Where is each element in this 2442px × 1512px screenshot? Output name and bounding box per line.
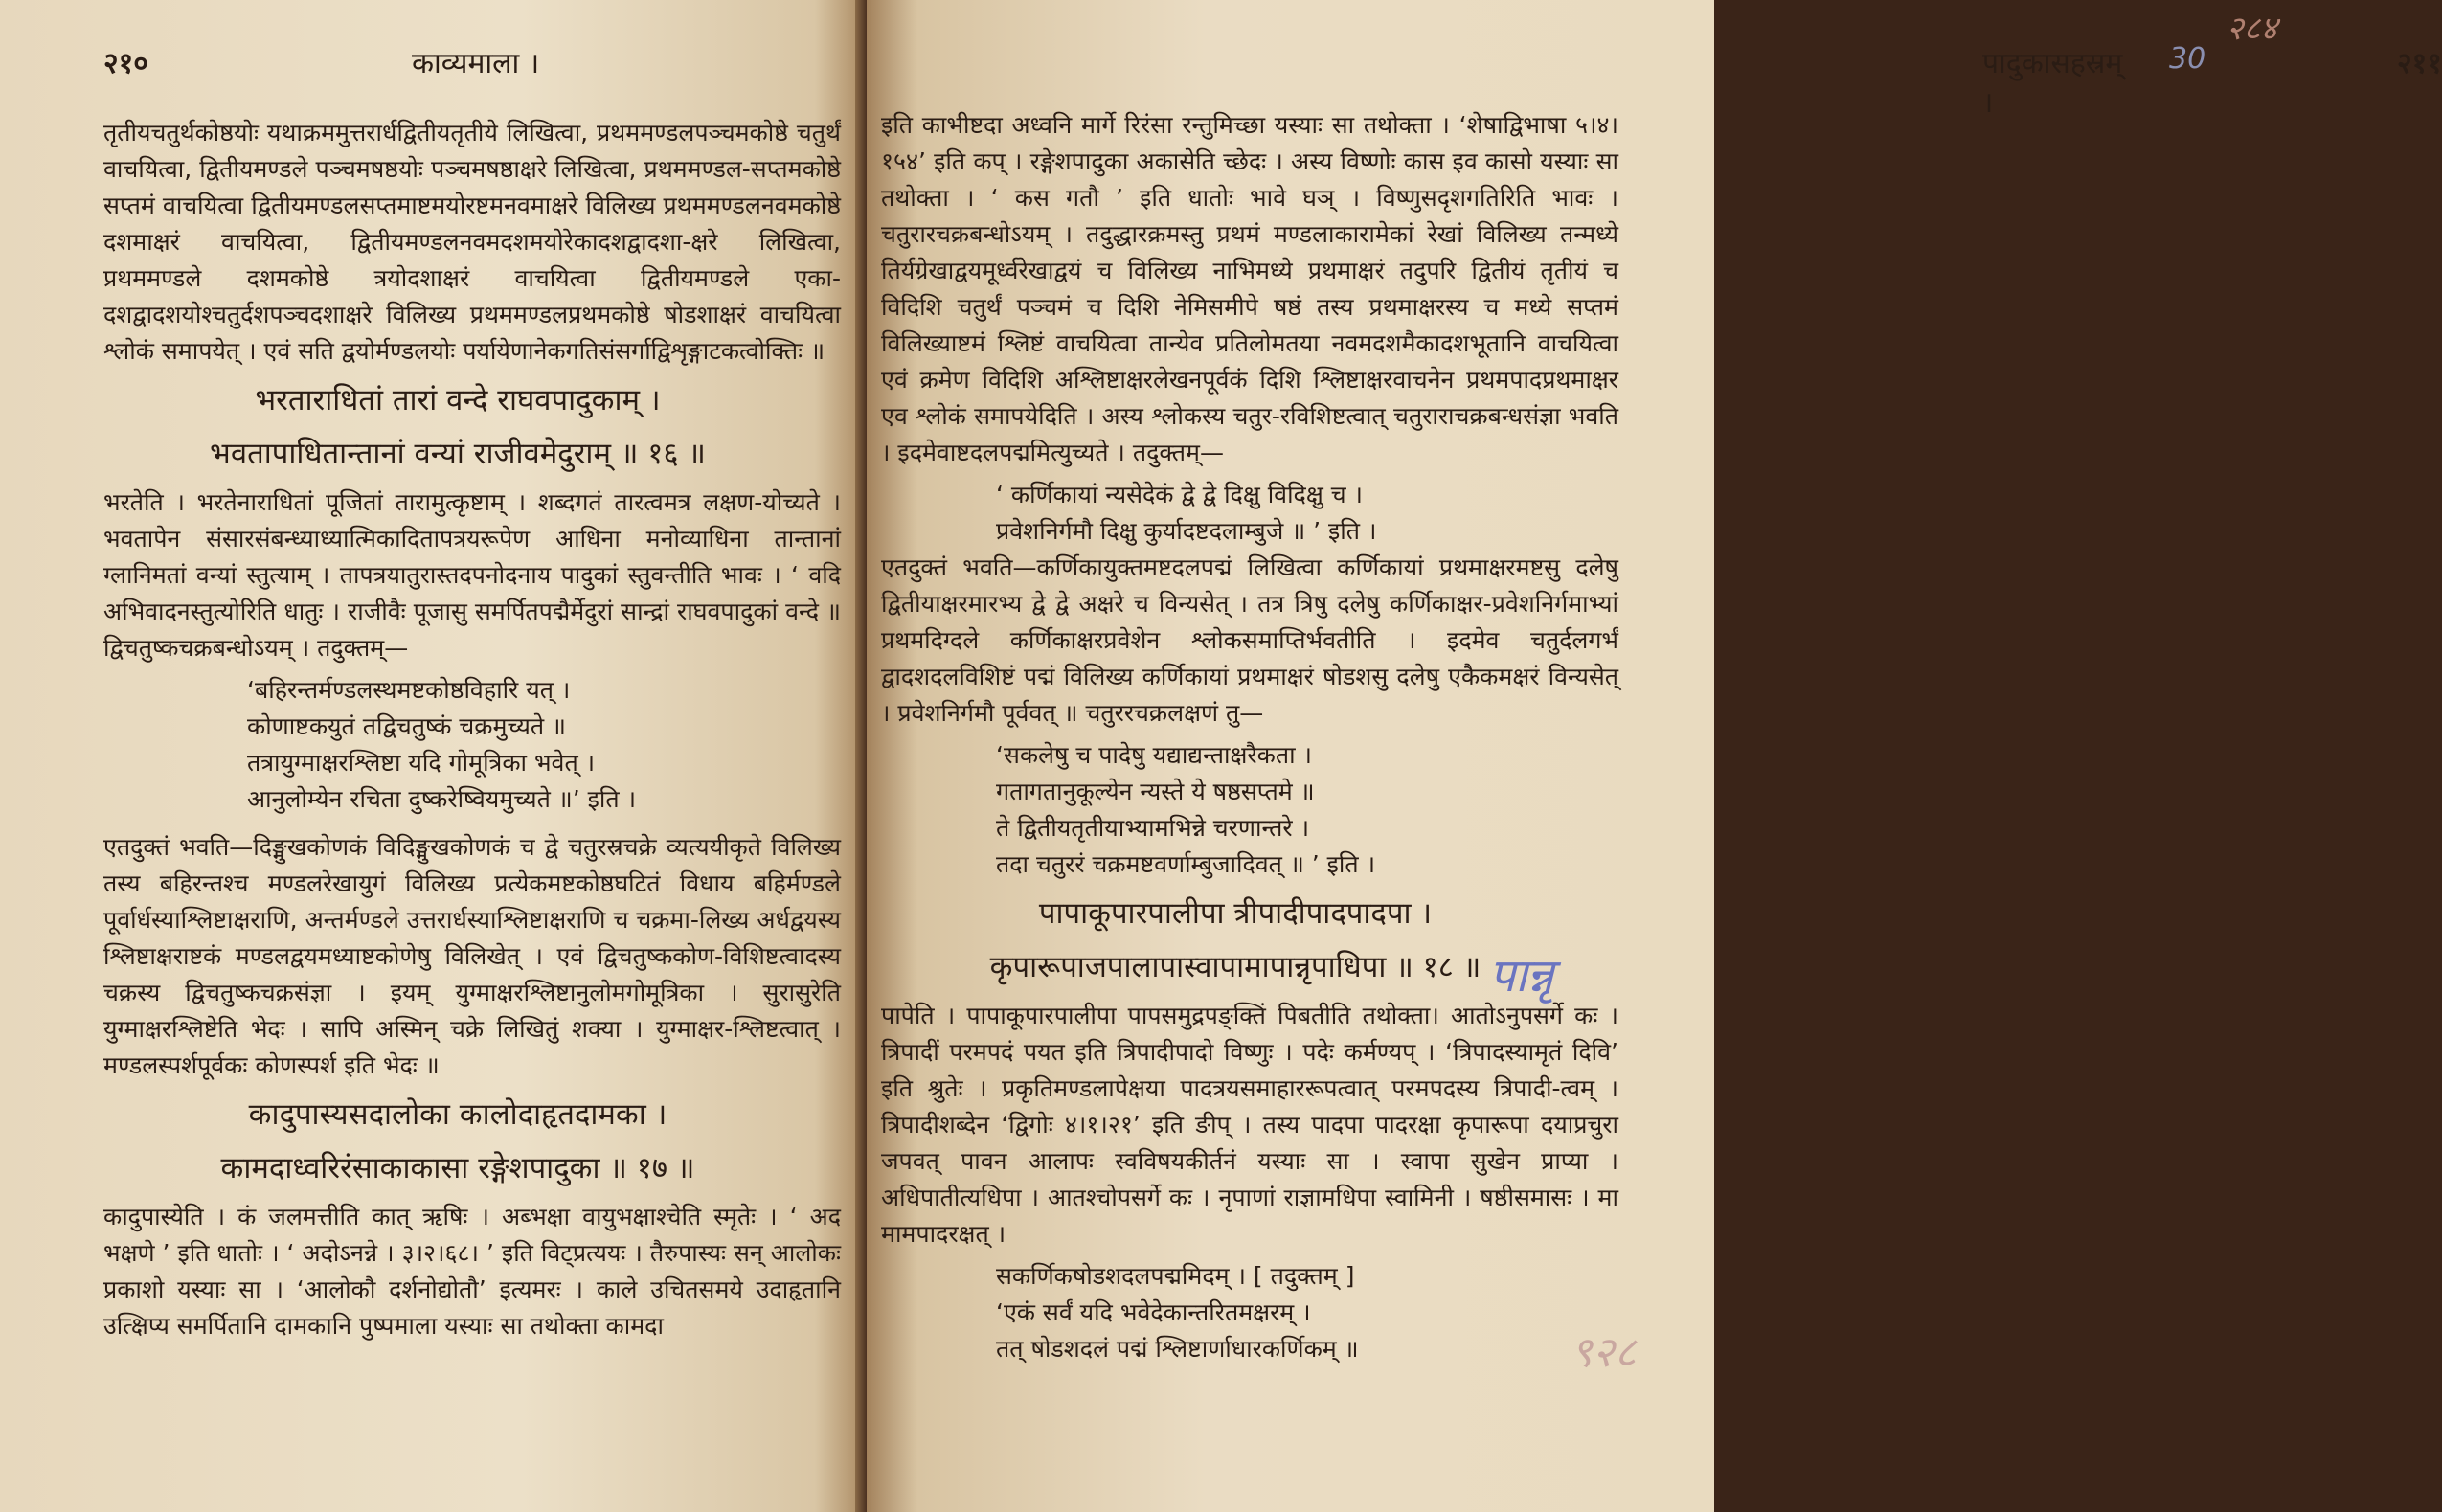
paragraph: पापेति । पापाकूपारपालीपा पापसमुद्रपङ्क्तिं पिबतीति तथोक्ता। आतोऽनुपसर्गे कः । त्रिपादीं परमपदं पयत इति त्रिपादीपादो विष्णुः । पदेः कर्मण्यप् । ‘त्रिपादस्यामृतं दिवि’ इति श्रुतेः । प्रकृतिमण्डलापेक्षया पादत्रयसमाहाररूपत्वात् परमपदस्य त्रिपादी-त्वम् । त्रिपादीशब्देन ‘द्विगोः ४।१।२१’ इति ङीप् । तस्य पादपा पादरक्षा कृपारूपा दयाप्रचुरा जपवत् पावन आलापः स्वविषयकीर्तनं यस्याः सा । स्वापा सुखेन प्राप्या । अधिपातीत्यधिपा । आतश्चोपसर्गे कः । नृपाणां राज्ञामधिपा स्वामिनी । षष्ठीसमासः । मा मामपादरक्षत् ।: [881, 1002, 1618, 1248]
verse-line: कामदाध्वरिरंसाकाकासा रङ्गेशपादुका ॥ १७ ॥: [220, 1151, 695, 1185]
quote-line: ‘ कर्णिकायां न्यसेदेकं द्वे द्वे दिक्षु विदिक्षु च ।: [996, 481, 1363, 508]
left-page: [0, 0, 867, 1512]
quote-line: कोणाष्टकयुतं तद्विचतुष्कं चक्रमुच्यते ॥: [247, 712, 567, 740]
verse-line: पापाकूपारपालीपा त्रीपादीपादपादपा ।: [1038, 896, 1433, 931]
pencil-annotation-top: २८४: [2227, 10, 2278, 48]
quote-line: ‘बहिरन्तर्मण्डलस्थमष्टकोष्ठविहारि यत् ।: [247, 676, 571, 704]
page-number-left: २१०: [103, 47, 148, 80]
verse-line: भरताराधितां तारां वन्दे राघवपादुकाम् ।: [255, 383, 661, 417]
quote-line: तत्रायुग्माक्षरश्लिष्टा यदि गोमूत्रिका भवेत् ।: [247, 749, 596, 777]
verse-line: कादुपास्यसदालोका कालोदाहृतदामका ।: [248, 1097, 667, 1132]
right-text-column: [881, 107, 1618, 1367]
paragraph: तृतीयचतुर्थकोष्ठयोः यथाक्रममुत्तरार्धद्वितीयतृतीये लिखित्वा, प्रथममण्डलपञ्चमकोष्ठे चतुर्थं वाचयित्वा, द्वितीयमण्डले पञ्चमषष्ठयोः पञ्चमषष्ठाक्षरे लिखित्वा, प्रथममण्डल-सप्तमकोष्ठे सप्तमं वाचयित्वा द्वितीयमण्डलसप्तमाष्टमयोरष्टमनवमाक्षरे विलिख्य प्रथममण्डलनवमकोष्ठे दशमाक्षरं वाचयित्वा, द्वितीयमण्डलनवमदशमयोरेकादशद्वादशा-क्षरे लिखित्वा, प्रथममण्डले दशमकोष्ठे त्रयोदशाक्षरं वाचयित्वा द्वितीयमण्डले एका-दशद्वादशयोश्चतुर्दशपञ्चदशाक्षरे विलिख्य प्रथममण्डलप्रथमकोष्ठे षोडशाक्षरं वाचयित्वा श्लोकं समापयेत् । एवं सति द्वयोर्मण्डलयोः पर्यायेणानेकगतिसंसर्गाद्विशृङ्गाटकत्वोक्तिः ॥: [103, 119, 841, 365]
running-title-left: काव्यमाला ।: [412, 47, 540, 80]
paragraph: कादुपास्येति । कं जलमत्तीति कात् ऋषिः । अब्भक्षा वायुभक्षाश्चेति स्मृतेः । ‘ अद भक्षणे ’ इति धातोः । ‘ अदोऽनन्ने । ३।२।६८। ’ इति विट्प्रत्ययः । तैरुपास्यः सन् आलोकः प्रकाशो यस्याः सा । ‘आलोकौ दर्शनोद्योतौ’ इत्यमरः । काले उचितसमये उदाहृतानि उत्क्षिप्य समर्पितानि दामकानि पुष्पमाला यस्याः सा तथोक्ता कामदा: [103, 1203, 841, 1340]
paragraph: सकर्णिकषोडशदलपद्ममिदम् । [ तदुक्तम् ]: [996, 1262, 1355, 1290]
handwritten-margin-note: पान्नृ: [1489, 949, 1554, 1003]
quote-line: ते द्वितीयतृतीयाभ्यामभिन्ने चरणान्तरे ।: [996, 814, 1310, 842]
left-text-column: [103, 115, 841, 1350]
quote-line: ‘सकलेषु च पादेषु यद्याद्यन्ताक्षरैकता ।: [996, 741, 1312, 769]
verse-line: कृपारूपाजपालापास्वापामापान्नृपाधिपा ॥ १८ ॥: [989, 950, 1481, 984]
quote-line: तदा चतुररं चक्रमष्टवर्णाम्बुजादिवत् ॥ ’ इति ।: [996, 850, 1376, 878]
running-title-right: पादुकासहस्रम् ।: [1982, 47, 2123, 120]
quote-line: गतागतानुकूल्येन न्यस्ते ये षष्ठसप्तमे ॥: [996, 778, 1315, 805]
paragraph: इति काभीष्टदा अध्वनि मार्गे रिरंसा रन्तुमिच्छा यस्याः सा तथोक्ता । ‘शेषाद्विभाषा ५।४।१५४’ इति कप् । रङ्गेशपादुका अकासेति च्छेदः । अस्य विष्णोः कास इव कासो यस्याः सा तथोक्ता । ‘ कस गतौ ’ इति धातोः भावे घञ् । विष्णुसदृशगतिरिति भावः । चतुरारचक्रबन्धोऽयम् । तदुद्धारक्रमस्तु प्रथमं मण्डलाकारामेकां रेखां विलिख्य तन्मध्ये तिर्यग्रेखाद्वयमूर्ध्वरेखाद्वयं च विलिख्य नाभिमध्ये प्रथमाक्षरं तदुपरि द्वितीयं तृतीयं च विदिशि चतुर्थं पञ्चमं च दिशि नेमिसमीपे षष्ठं तस्य प्रथमाक्षरस्य च मध्ये सप्तमं विलिख्याष्टमं श्लिष्टं वाचयित्वा तान्येव प्रतिलोमतया नवमदशमैकादशभूतानि वाचयित्वा एवं क्रमेण विदिशि अश्लिष्टाक्षरलेखनपूर्वकं दिशि श्लिष्टाक्षरवाचनेन प्रथमपादप्रथमाक्षर एव श्लोकं समापयेदिति । अस्य श्लोकस्य चतुर-रविशिष्टत्वात् चतुराराचक्रबन्धसंज्ञा भवति । इदमेवाष्टदलपद्ममित्युच्यते । तदुक्तम्—: [881, 111, 1618, 466]
handwritten-margin-number: ९२८: [1571, 1328, 1637, 1377]
quote-line: आनुलोम्येन रचिता दुष्करेष्वियमुच्यते ॥’ इति ।: [247, 785, 637, 813]
verse-line: भवतापाधितान्तानां वन्यां राजीवमेदुराम् ॥ १६ ॥: [210, 437, 706, 471]
quote-line: ‘एकं सर्वं यदि भवेदेकान्तरितमक्षरम् ।: [996, 1298, 1311, 1326]
quote-line: प्रवेशनिर्गमौ दिक्षु कुर्यादष्टदलाम्बुजे ॥ ’ इति ।: [996, 517, 1377, 545]
paragraph: एतदुक्तं भवति—दिङ्मुखकोणकं विदिङ्मुखकोणकं च द्वे चतुरस्रचक्रे व्यत्ययीकृते विलिख्य तस्य बहिरन्तश्च मण्डलरेखायुगं विलिख्य प्रत्येकमष्टकोष्ठघटितं विधाय बहिर्मण्डले पूर्वार्धस्याश्लिष्टाक्षराणि, अन्तर्मण्डले उत्तरार्धस्याश्लिष्टाक्षराणि च चक्रमा-लिख्य अर्धद्वयस्य श्लिष्टाक्षराष्टकं मण्डलद्वयमध्याष्टकोणेषु विलिखेत् । एवं द्विचतुष्ककोण-विशिष्टत्वादस्य चक्रस्य द्विचतुष्कचक्रसंज्ञा । इयम् युग्माक्षरश्लिष्टानुलोमगोमूत्रिका । सुरासुरेति युग्माक्षरश्लिष्टेति भेदः । सापि अस्मिन् चक्रे लिखितुं शक्या । युग्माक्षर-श्लिष्टत्वात् । मण्डलस्पर्शपूर्वकः कोणस्पर्श इति भेदः ॥: [103, 833, 841, 1079]
paragraph: भरतेति । भरतेनाराधितां पूजितां तारामुत्कृष्टाम् । शब्दगतं तारत्वमत्र लक्षण-योच्यते । भवतापेन संसारसंबन्ध्याध्यात्मिकादितापत्रयरूपेण आधिना मनोव्याधिना तान्तानां ग्लानिमतां वन्यां स्तुत्याम् । तापत्रयातुरास्तदपनोदनाय पादुकां स्तुवन्तीति भावः । ‘ वदि अभिवादनस्तुत्योरिति धातुः । राजीवैः पूजासु समर्पितपद्मैर्मेदुरां सान्द्रां राघवपादुकां वन्दे ॥ द्विचतुष्कचक्रबन्धोऽयम् । तदुक्तम्—: [103, 488, 841, 662]
paragraph: एतदुक्तं भवति—कर्णिकायुक्तमष्टदलपद्मं लिखित्वा कर्णिकायां प्रथमाक्षरमष्टसु दलेषु द्वितीयाक्षरमारभ्य द्वे द्वे अक्षरे च विन्यसेत् । तत्र त्रिषु दलेषु कर्णिकाक्षर-प्रवेशनिर्गमाभ्यां प्रथमदिग्दले कर्णिकाक्षरप्रवेशेन श्लोकसमाप्तिर्भवतीति । इदमेव चतुर्दलगर्भं द्वादशदलविशिष्टं पद्मं विलिख्य कर्णिकायां प्रथमाक्षरं षोडशसु दलेषु एकैकमक्षरं विन्यसेत् । प्रवेशनिर्गमौ पूर्ववत् ॥ चतुररचक्रलक्षणं तु—: [881, 553, 1618, 727]
page-number-right: २११: [2397, 47, 2442, 80]
quote-line: तत् षोडशदलं पद्मं श्लिष्टार्णाधारकर्णिकम् ॥: [996, 1335, 1359, 1363]
pencil-annotation-number: 30: [2169, 42, 2206, 76]
